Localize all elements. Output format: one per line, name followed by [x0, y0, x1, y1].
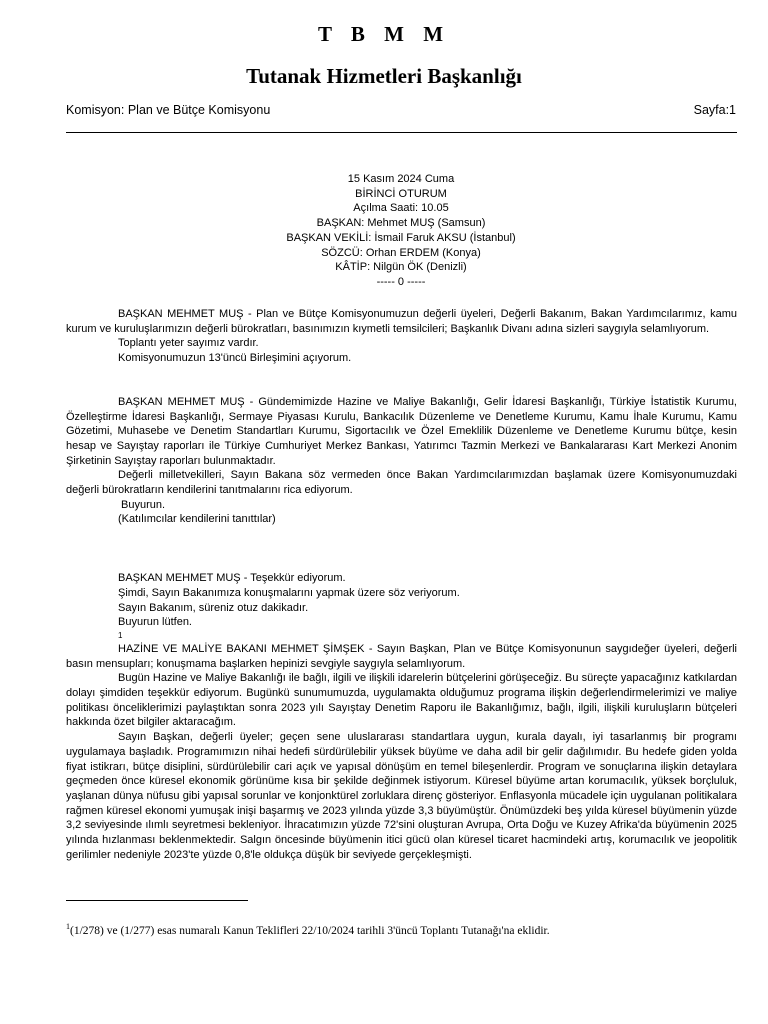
paragraph: Komisyonumuzun 13'üncü Birleşimini açıyorum. — [118, 352, 352, 365]
footnote-divider — [66, 900, 248, 901]
paragraph: Şimdi, Sayın Bakanımıza konuşmalarını yapmak üzere söz veriyorum. — [118, 586, 460, 599]
paragraph: Sayın Başkan, değerli üyeler; geçen sene uluslararası standartlara uygun, kurala dayalı, iyi tasarlanmış bir programı uygulamaya başladık. Programımızın nihai hedefi sürdürülebilir yüksek büyüme ve daha adil bir gelir dağılımıdır. Bu hedefe giden yolda fiyat istikrarı, bütçe disiplini, sürdürülebilir cari açık ve yapısal dönüşüm en temel bileşenlerdir. Program ve sonuçlarına ilişkin detaylara geçmeden önce küresel ekonomik görünüme kısa bir şekilde değinmek istiyorum. Küresel büyüme artan korumacılık, yüksek borçluluk, yaşlanan dünya nüfusu gibi yapısal sorunlar ve konjonktürel zorluklara direnç gösteriyor. Enflasyonla mücadele için uygulanan politikalara rağmen küresel ekonomi yumuşak inişi başarmış ve 2023 yılında yüzde 3,3 büyümüştür. Önümüzdeki beş yılda küresel büyümenin yüzde 3,2 seviyesinde ılımlı seyretmesi bekleniyor. İhracatımızın yüzde 72'sini oluşturan Avrupa, Orta Doğu ve Kuzey Afrika'da büyümenin 2025 yılında hızlanması beklenmektedir. Salgın öncesinde büyümenin itici gücü olan küresel ticaret hacmindeki artış, korumacılık ve jeopolitik gerilimler nedeniyle 2023'te yüzde 0,8'le oldukça düşük bir seviyede gerçekleşmişti. — [66, 731, 737, 861]
page-number: Sayfa:1 — [693, 103, 736, 117]
paragraph: Buyurun. — [121, 498, 166, 511]
vice-chairman: BAŞKAN VEKİLİ: İsmail Faruk AKSU (İstanbul) — [286, 231, 516, 244]
org-title: T B M M — [317, 22, 451, 46]
page-header — [66, 103, 736, 119]
spokesperson: SÖZCÜ: Orhan ERDEM (Konya) — [321, 246, 481, 259]
opening-time: Açılma Saati: 10.05 — [353, 202, 449, 215]
separator-mark: ----- 0 ----- — [376, 275, 426, 288]
paragraph: Bugün Hazine ve Maliye Bakanlığı ile bağlı, ilgili ve ilişkili idarelerin bütçelerini görüşeceğiz. Bu süreçte yapacağınız katkılardan dolayı şimdiden teşekkür ediyorum. Bugünkü sunumumuzda, uygulamakta olduğumuz programa ilişkin değerlendirmelerimizi ve maliye politikası önceliklerimizi paylaştıktan sonra 2023 yılı Sayıştay Denetim Raporu ile Bakanlığımız, bağlı, ilgili, ilişkili kuruluşların bütçeleri hakkında özet bilgiler aktaracağım. — [66, 672, 737, 729]
paragraph: BAŞKAN MEHMET MUŞ - Teşekkür ediyorum. — [118, 572, 346, 585]
transcript-body — [66, 307, 737, 863]
paragraph: Sayın Bakanım, süreniz otuz dakikadır. — [118, 601, 309, 614]
paragraph: HAZİNE VE MALİYE BAKANI MEHMET ŞİMŞEK - Sayın Başkan, Plan ve Bütçe Komisyonunun saygıdeğer üyeleri, değerli basın mensupları; konuşmama başlarken hepinizi sevgiyle saygıyla selamlıyorum. — [66, 642, 737, 670]
clerk: KÂTİP: Nilgün ÖK (Denizli) — [335, 261, 467, 274]
footnote — [66, 922, 746, 937]
paragraph: (Katılımcılar kendilerini tanıttılar) — [118, 513, 276, 526]
paragraph: Değerli milletvekilleri, Sayın Bakana söz vermeden önce Bakan Yardımcılarımızdan başlamak üzere Komisyonumuzdaki değerli bürokratların kendilerini tanıtmalarını rica ediyorum. — [66, 469, 737, 497]
footnote-mark: 1 — [66, 922, 70, 931]
department-title: Tutanak Hizmetleri Başkanlığı — [246, 64, 522, 88]
session-info — [66, 172, 736, 290]
session-title: BİRİNCİ OTURUM — [355, 187, 447, 200]
paragraph: BAŞKAN MEHMET MUŞ - Gündemimizde Hazine ve Maliye Bakanlığı, Gelir İdaresi Başkanlığı, Türkiye İstatistik Kurumu, Özelleştirme İdaresi Başkanlığı, Sermaye Piyasası Kurulu, Bankacılık Düzenleme ve Denetleme Kurumu, Kamu İhale Kurumu, Kamu Gözetimi, Muhasebe ve Denetim Standartları Kurumu, Sigortacılık ve Özel Emeklilik Düzenleme ve Denetleme Kurumu bütçe, kesin hesap ve Sayıştay raporları ile Türkiye Cumhuriyet Merkez Bankası, Yatırımcı Tazmin Merkezi ve Bankalararası Kart Merkezi Anonim Şirketinin Sayıştay raporları bulunmaktadır. — [66, 395, 737, 467]
header-divider — [66, 132, 737, 133]
paragraph: Toplantı yeter sayımız vardır. — [118, 337, 259, 350]
commission-label: Komisyon: Plan ve Bütçe Komisyonu — [66, 103, 271, 117]
paragraph: BAŞKAN MEHMET MUŞ - Plan ve Bütçe Komisyonumuzun değerli üyeleri, Değerli Bakanım, Bakan Yardımcılarımız, kamu kurum ve kuruluşlarımızın değerli bürokratları, basınımızın kıymetli temsilcileri; Başkanlık Divanı adına sizleri saygıyla selamlıyorum. — [66, 308, 737, 335]
chairman: BAŞKAN: Mehmet MUŞ (Samsun) — [316, 217, 486, 230]
paragraph: Buyurun lütfen. — [118, 616, 192, 629]
footnote-reference: 1 — [118, 630, 123, 640]
footnote-text: (1/278) ve (1/277) esas numaralı Kanun Teklifleri 22/10/2024 tarihli 3'üncü Toplantı Tutanağı'na eklidir. — [70, 924, 550, 937]
session-date: 15 Kasım 2024 Cuma — [347, 173, 455, 185]
